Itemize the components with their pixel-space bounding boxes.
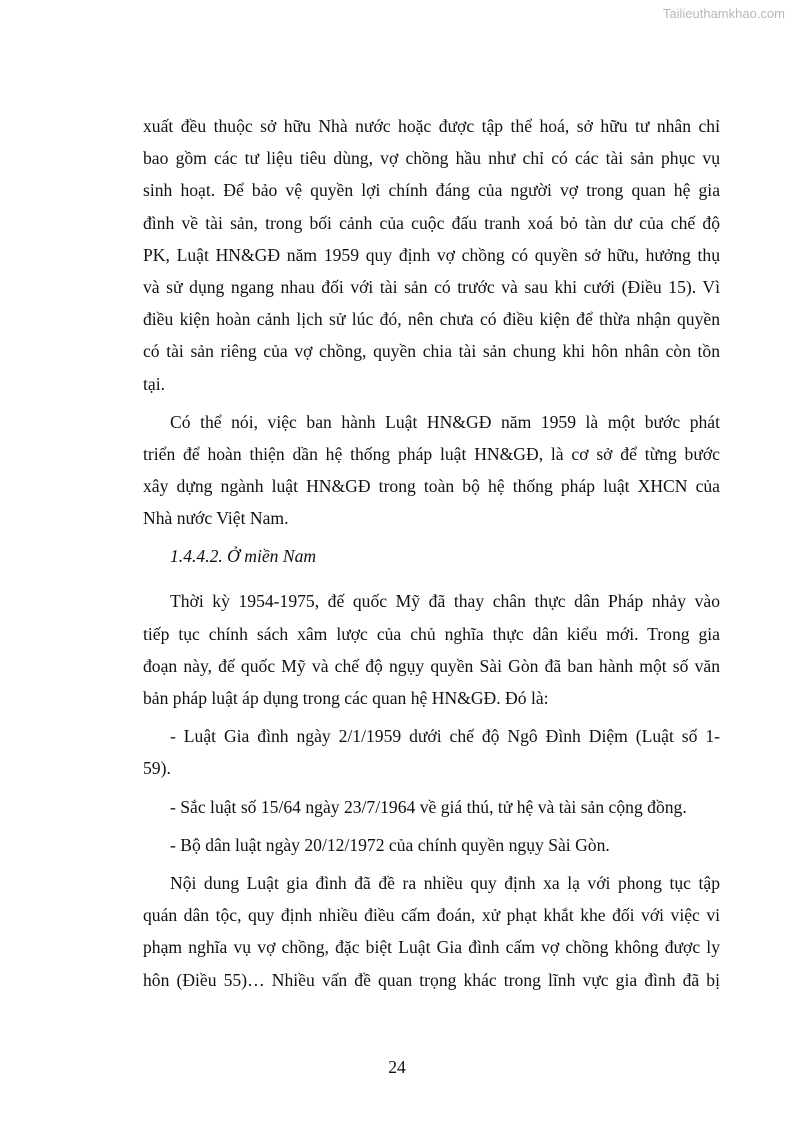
page-number: 24 bbox=[388, 1057, 406, 1077]
paragraph-group-2 bbox=[143, 585, 720, 995]
text-line: đoạn này, đế quốc Mỹ và chế độ ngụy quyền Sài Gòn đã ban hành một số văn bbox=[143, 655, 720, 676]
text-line: PK, Luật HN&GĐ năm 1959 quy định vợ chồng có quyền sở hữu, hưởng thụ bbox=[143, 244, 720, 265]
document-body bbox=[143, 110, 720, 1002]
text-line: điều kiện hoàn cảnh lịch sử lúc đó, nên chưa có điều kiện để thừa nhận quyền bbox=[143, 309, 720, 330]
paragraph bbox=[143, 791, 720, 823]
section-heading: 1.4.4.2. Ở miền Nam bbox=[170, 546, 317, 567]
paragraph-group-1 bbox=[143, 110, 720, 534]
text-line: sinh hoạt. Để bảo vệ quyền lợi chính đáng của người vợ trong quan hệ gia bbox=[143, 180, 720, 201]
text-line: Nhà nước Việt Nam. bbox=[143, 508, 289, 529]
text-line: bao gồm các tư liệu tiêu dùng, vợ chồng hầu như chỉ có các tài sản phục vụ bbox=[143, 148, 720, 169]
text-line: - Luật Gia đình ngày 2/1/1959 dưới chế độ Ngô Đình Diệm (Luật số 1- bbox=[170, 726, 720, 747]
text-line: phạm nghĩa vụ vợ chồng, đặc biệt Luật Gia đình cấm vợ chồng không được ly bbox=[143, 937, 720, 958]
paragraph bbox=[143, 720, 720, 784]
text-line: đình về tài sản, trong bối cảnh của cuộc đấu tranh xoá bỏ tàn dư của chế độ bbox=[143, 212, 720, 233]
text-line: có tài sản riêng của vợ chồng, quyền chia tài sản chung khi hôn nhân còn tồn bbox=[143, 341, 720, 362]
text-line: bản pháp luật áp dụng trong các quan hệ HN&GĐ. Đó là: bbox=[143, 688, 549, 708]
paragraph bbox=[143, 829, 720, 861]
paragraph bbox=[143, 867, 720, 996]
text-line: và sử dụng ngang nhau đối với tài sản có trước và sau khi cưới (Điều 15). Vì bbox=[143, 276, 720, 297]
paragraph bbox=[143, 406, 720, 535]
text-line: hôn (Điều 55)… Nhiều vấn đề quan trọng khác trong lĩnh vực gia đình đã bị bbox=[143, 969, 720, 990]
text-line: triển để hoàn thiện dần hệ thống pháp luật HN&GĐ, là cơ sở để từng bước bbox=[143, 443, 720, 464]
paragraph bbox=[143, 585, 720, 714]
text-line: xuất đều thuộc sở hữu Nhà nước hoặc được tập thể hoá, sở hữu tư nhân chỉ bbox=[143, 116, 720, 136]
text-line: Nội dung Luật gia đình đã đề ra nhiều quy định xa lạ với phong tục tập bbox=[170, 872, 720, 893]
text-line: tiếp tục chính sách xâm lược của chủ nghĩa thực dân kiểu mới. Trong gia bbox=[143, 623, 720, 644]
text-line: - Bộ dân luật ngày 20/12/1972 của chính quyền ngụy Sài Gòn. bbox=[170, 834, 610, 855]
text-line: quán dân tộc, quy định nhiều điều cấm đoán, xử phạt khắt khe đối với việc vi bbox=[143, 905, 720, 926]
text-line: Thời kỳ 1954-1975, đế quốc Mỹ đã thay chân thực dân Pháp nhảy vào bbox=[170, 591, 720, 612]
text-line: - Sắc luật số 15/64 ngày 23/7/1964 về giá thú, tử hệ và tài sản cộng đồng. bbox=[170, 796, 687, 817]
text-line: 59). bbox=[143, 758, 171, 779]
text-line: xây dựng ngành luật HN&GĐ trong toàn bộ hệ thống pháp luật XHCN của bbox=[143, 476, 720, 497]
watermark: Tailieuthamkhao.com bbox=[662, 6, 785, 21]
text-line: Có thể nói, việc ban hành Luật HN&GĐ năm 1959 là một bước phát bbox=[170, 411, 720, 432]
text-line: tại. bbox=[143, 373, 165, 394]
paragraph bbox=[143, 110, 720, 400]
